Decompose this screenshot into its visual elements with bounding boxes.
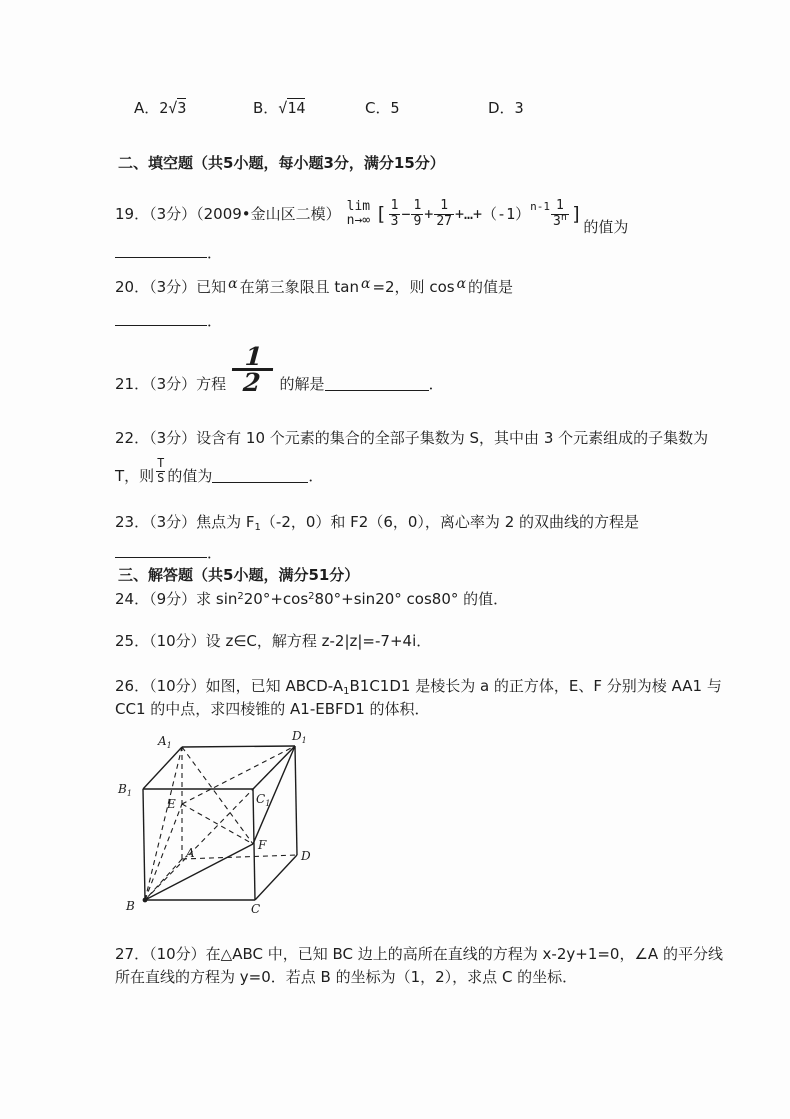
answer-blank: [212, 465, 308, 483]
fraction-1-9: $\frac{1}{9}$: [413, 197, 422, 229]
squared-exponent: 2: [308, 591, 315, 602]
q19-prefix: 19．（3分）（2009•金山区二模）: [115, 205, 341, 223]
vertex-label-b: B: [126, 899, 135, 913]
f1-subscript: 1: [254, 522, 261, 533]
question-26-line2: CC1 的中点，求四棱锥的 A1-EBFD1 的体积．: [115, 700, 430, 718]
question-21: 21．（3分）方程 $\frac{1}{2}$ 的解是 ．: [115, 342, 444, 397]
limit-operator: lim n→∞: [346, 198, 371, 228]
question-23: 23．（3分）焦点为 $F_1(-2$，0）和 F2（6，0），离心率为 2 的双曲线的方程是: [115, 513, 640, 533]
equation-image-one-half: $\frac{1}{2}$: [230, 345, 275, 394]
choice-a-coef: 2: [159, 99, 169, 117]
vertex-label-e: E: [167, 797, 176, 811]
alpha-symbol: α: [228, 276, 238, 292]
choice-a-label: A．: [134, 99, 160, 117]
vertex-label-c: C: [251, 902, 261, 916]
answer-blank: [115, 540, 207, 558]
question-24: 24．（9分）求 $\sin^220^\circ+\cos^280^\circ+\sin 20^\circ$ cos80° 的值．: [115, 590, 509, 608]
q21-prefix: 21．（3分）方程: [115, 375, 227, 393]
section-3-header: 三、解答题（共5小题，满分51分）: [118, 566, 360, 584]
open-bracket: [: [375, 203, 387, 225]
radical-sign: √: [168, 99, 178, 117]
choice-c-label: C．: [365, 99, 391, 117]
a1-subscript: 1: [343, 686, 350, 697]
squared-exponent: 2: [237, 591, 244, 602]
question-19: [115, 188, 628, 240]
vertex-label-a1: $A_1$: [158, 734, 172, 750]
choice-d-value: 3: [514, 99, 524, 117]
question-22-line1: 22．（3分）设含有 10 个元素的集合的全部子集数为 S，其中由 3 个元素组成的子集数为: [115, 429, 709, 447]
question-20: 20．（3分）已知 α 在第三象限且 tan α =2，则 cos α 的值是: [115, 276, 514, 296]
fraction-1-27: $\frac{1}{27}$: [436, 197, 452, 229]
question-25: 25．（10分）设 z∈C，解方程 z-2|z|=-7+4i．: [115, 632, 432, 650]
choice-option-c: [365, 98, 400, 118]
vertex-label-d1: $D_1$: [292, 729, 307, 745]
radical-sign: √: [278, 99, 288, 117]
vertex-label-d: D: [301, 849, 311, 863]
choice-b-radicand: 14: [287, 99, 306, 117]
vertex-label-c1: $C_1$: [256, 792, 271, 808]
choice-c-value: 5: [390, 99, 400, 117]
vertex-b-dot: [143, 898, 148, 903]
vertex-label-b1: $B_1$: [118, 782, 132, 798]
cube-diagram: [110, 727, 345, 927]
vertex-label-f: F: [258, 838, 267, 852]
section-2-header: 二、填空题（共5小题，每小题3分，满分15分）: [118, 154, 445, 172]
choice-option-b: [253, 98, 305, 118]
alpha-symbol: α: [360, 276, 371, 292]
q21-suffix: 的解是: [279, 375, 325, 393]
question-26-line1: 26．（10分）如图，已知 ABCD-$A_1B1C1D1$ 是棱长为 a 的正方体，E、F 分别为棱 AA1 与: [115, 677, 722, 697]
q19-answer-line: ．: [115, 240, 222, 263]
q23-answer-line: ．: [115, 540, 222, 563]
exponent-n-minus-1: n-1: [530, 200, 550, 213]
q20-answer-line: ．: [115, 308, 222, 331]
choice-a-radicand: 3: [177, 99, 187, 117]
q19-suffix: 的值为: [583, 218, 629, 236]
choice-b-label: B．: [253, 99, 279, 117]
question-27-line1: 27．（10分）在△ABC 中，已知 BC 边上的高所在直线的方程为 x-2y+1=0，∠A 的平分线: [115, 945, 723, 963]
series-middle: +…+（-1）: [454, 205, 531, 223]
close-bracket: ]: [570, 203, 583, 225]
answer-blank: [115, 240, 207, 258]
answer-blank: [325, 373, 429, 391]
minus-op: −: [401, 205, 411, 223]
answer-blank: [115, 308, 207, 326]
choice-option-a: [134, 98, 186, 118]
vertex-label-a: A: [186, 846, 195, 860]
question-27-line2: 所在直线的方程为 y=0．若点 B 的坐标为（1，2），求点 C 的坐标．: [115, 968, 578, 986]
choice-d-label: D．: [488, 99, 515, 117]
fraction-1-3n: $\frac{1}{3^n}$: [553, 197, 567, 229]
plus-op: +: [424, 205, 434, 223]
fraction-T-over-S: $\frac{T}{S}$: [157, 456, 165, 486]
choice-option-d: [488, 98, 524, 118]
question-22-line2: T，则 $\frac{T}{S}$ 的值为 ．: [115, 456, 324, 486]
alpha-symbol: α: [456, 276, 467, 292]
fraction-1-3: $\frac{1}{3}$: [390, 197, 399, 229]
